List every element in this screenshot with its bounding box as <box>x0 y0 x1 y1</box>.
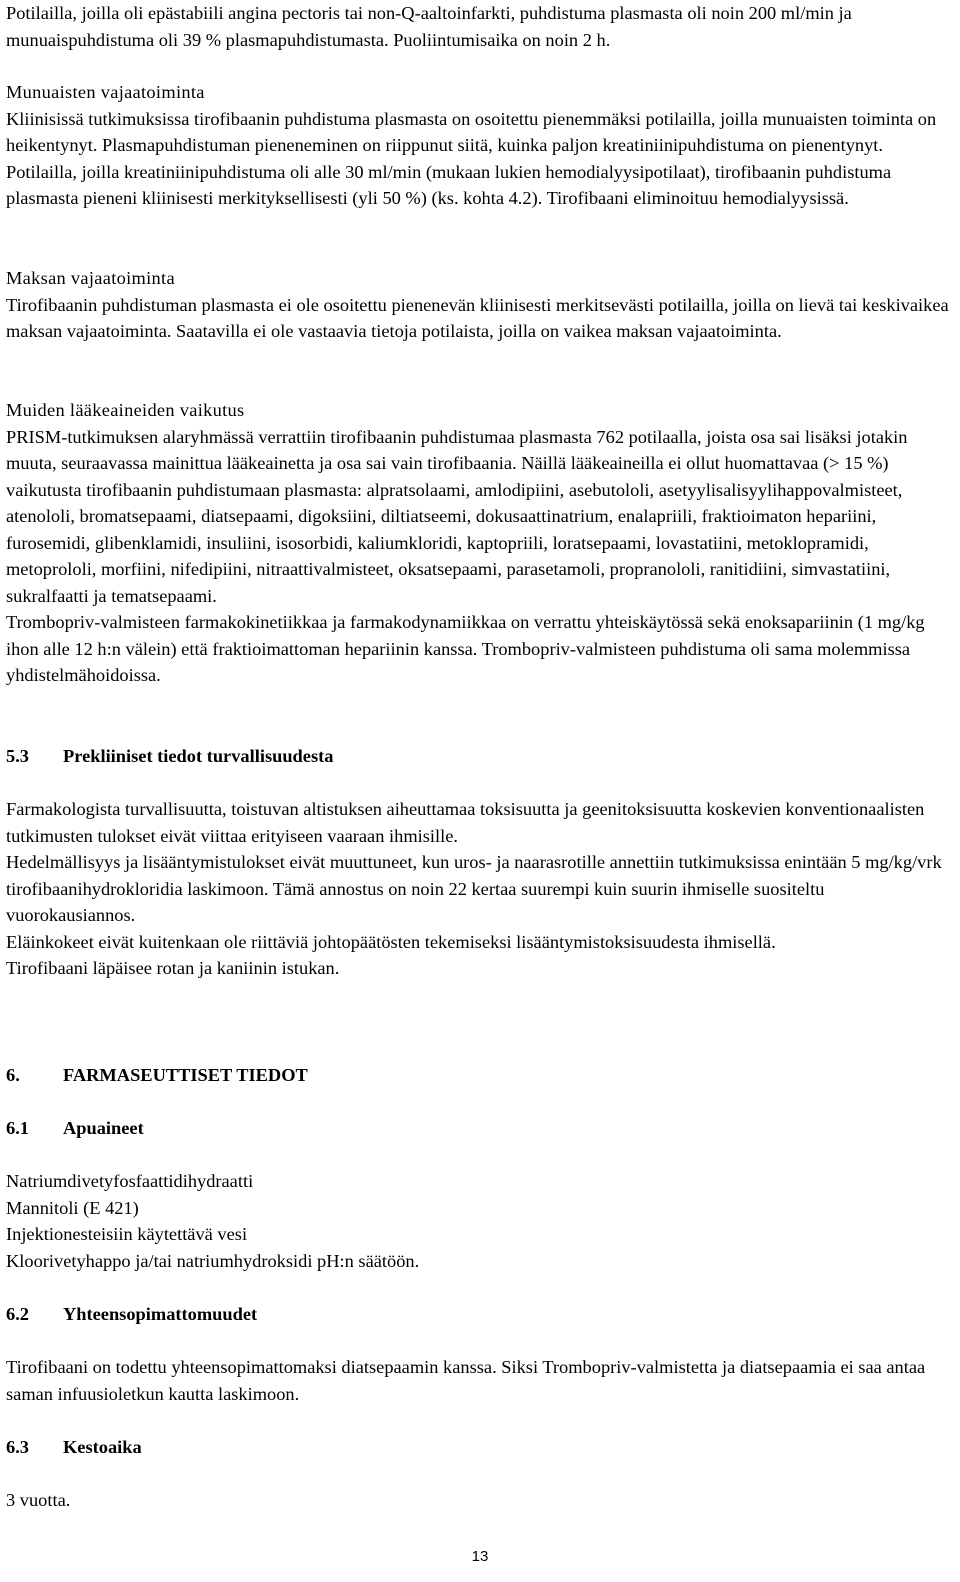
renal-text: Kliinisissä tutkimuksissa tirofibaanin puhdistuma plasmasta on osoitettu pienemmäksi potilailla, joilla munuaisten toiminta on heikentynyt. Plasmapuhdistuman pieneneminen on riippunut siitä, kuinka paljon kreatiniinipuhdistuma on pienentynyt. Potilailla, joilla kreatiniinipuhdistuma oli alle 30 ml/min (mukaan lukien hemodialyysipotilaat), tirofibaanin puhdistuma plasmasta pieneni kliinisesti merkityksellisesti (yli 50 %) (ks. kohta 4.2). Tirofibaani eliminoituu hemodialyysissä. <box>6 108 937 208</box>
excipients-list <box>6 1168 954 1274</box>
preclinical-text-1: Farmakologista turvallisuutta, toistuvan altistuksen aiheuttamaa toksisuutta ja geenitoksisuutta koskevien konventionaalisten tutkimusten tulokset eivät viittaa erityiseen vaaraan ihmisille. <box>6 799 925 846</box>
list-item: Natriumdivetyfosfaattidihydraatti <box>6 1171 254 1191</box>
section-number: 6.1 <box>6 1118 29 1138</box>
list-item: Mannitoli (E 421) <box>6 1197 139 1218</box>
section-6-2-heading <box>6 1301 954 1328</box>
hepatic-text: Tirofibaanin puhdistuman plasmasta ei ole osoitettu pienenevän kliinisesti merkitsevästi potilailla, joilla on lievä tai keskivaikea maksan vajaatoiminta. Saatavilla ei ole vastaavia tietoja potilaista, joilla on vaikea maksan vajaatoiminta. <box>6 294 949 341</box>
section-title: Kestoaika <box>63 1437 142 1457</box>
section-6-3-heading <box>6 1434 954 1461</box>
shelf-life-section <box>6 1487 954 1514</box>
section-number: 6. <box>6 1065 20 1085</box>
section-title: Apuaineet <box>63 1118 144 1138</box>
preclinical-text-2: Hedelmällisyys ja lisääntymistulokset eivät muuttuneet, kun uros- ja naarasrotille annettiin tutkimuksissa enintään 5 mg/kg/vrk tirofibaanihydrokloridia laskimoon. Tämä annostus on noin 22 kertaa suurempi kuin suurin ihmiselle suositeltu vuorokausiannos. <box>6 852 942 925</box>
preclinical-section <box>6 796 954 982</box>
other-drugs-text-2: Trombopriv-valmisteen farmakokinetiikkaa ja farmakodynamiikkaa on verrattu yhteiskäytössä sekä enoksapariinin (1 mg/kg ihon alle 12 h:n välein) että fraktioimattoman hepariinin kanssa. Trombopriv-valmisteen puhdistuma oli sama molemmissa yhdistelmähoidoissa. <box>6 612 925 685</box>
intro-paragraph <box>6 0 954 53</box>
preclinical-text-3: Eläinkokeet eivät kuitenkaan ole riittäviä johtopäätösten tekemiseksi lisääntymistoksisuudesta ihmisellä. <box>6 931 776 952</box>
section-title: FARMASEUTTISET TIEDOT <box>63 1065 308 1085</box>
section-6-1-heading <box>6 1115 954 1142</box>
section-title: Prekliiniset tiedot turvallisuudesta <box>63 746 334 766</box>
incompatibilities-section <box>6 1354 954 1407</box>
other-drugs-subheading: Muiden lääkeaineiden vaikutus <box>6 400 245 420</box>
shelf-life-text: 3 vuotta. <box>6 1490 71 1510</box>
section-title: Yhteensopimattomuudet <box>63 1304 258 1324</box>
renal-section <box>6 79 954 212</box>
other-drugs-text: PRISM-tutkimuksen alaryhmässä verrattiin tirofibaanin puhdistumaa plasmasta 762 potilaalla, joista osa sai lisäksi jotakin muuta, seuraavassa mainittua lääkeainetta ja osa sai vain tirofibaania. Näillä lääkeaineilla ei ollut huomattavaa (> 15 %) vaikutusta tirofibaanin puhdistumaan plasmasta: alpratsolaami, amlodipiini, asebutololi, asetyylisalisyylihappovalmisteet, atenololi, bromatsepaami, diatsepaami, digoksiini, diltiatseemi, dokusaattinatrium, enalapriili, fraktioimaton hepariini, furosemidi, glibenklamidi, insuliini, isosorbidi, kaliumkloridi, kaptopriili, loratsepaami, lovastatiini, metoklopramidi, metoprololi, morfiini, nifedipiini, nitraattivalmisteet, oksatsepaami, parasetamoli, propranololi, ranitidiini, simvastatiini, sukralfaatti ja tematsepaami. <box>6 426 908 606</box>
page-number: 13 <box>471 1548 489 1565</box>
preclinical-text-4: Tirofibaani läpäisee rotan ja kaniinin istukan. <box>6 958 340 978</box>
intro-text: Potilailla, joilla oli epästabiili angina pectoris tai non-Q-aaltoinfarkti, puhdistuma plasmasta oli noin 200 ml/min ja munuaispuhdistuma oli 39 % plasmapuhdistumasta. Puoliintumisaika on noin 2 h. <box>6 3 852 50</box>
section-5-3-heading <box>6 743 954 770</box>
section-number: 5.3 <box>6 746 29 766</box>
list-item: Kloorivetyhappo ja/tai natriumhydroksidi pH:n säätöön. <box>6 1250 420 1271</box>
section-number: 6.3 <box>6 1437 29 1457</box>
section-6-heading <box>6 1062 954 1089</box>
section-number: 6.2 <box>6 1304 29 1324</box>
renal-subheading: Munuaisten vajaatoiminta <box>6 82 205 102</box>
list-item: Injektionesteisiin käytettävä vesi <box>6 1224 248 1244</box>
incompatibilities-text: Tirofibaani on todettu yhteensopimattomaksi diatsepaamin kanssa. Siksi Trombopriv-valmistetta ja diatsepaamia ei saa antaa saman infuusioletkun kautta laskimoon. <box>6 1357 926 1404</box>
hepatic-section <box>6 265 954 345</box>
other-drugs-section <box>6 397 954 689</box>
hepatic-subheading: Maksan vajaatoiminta <box>6 268 175 288</box>
